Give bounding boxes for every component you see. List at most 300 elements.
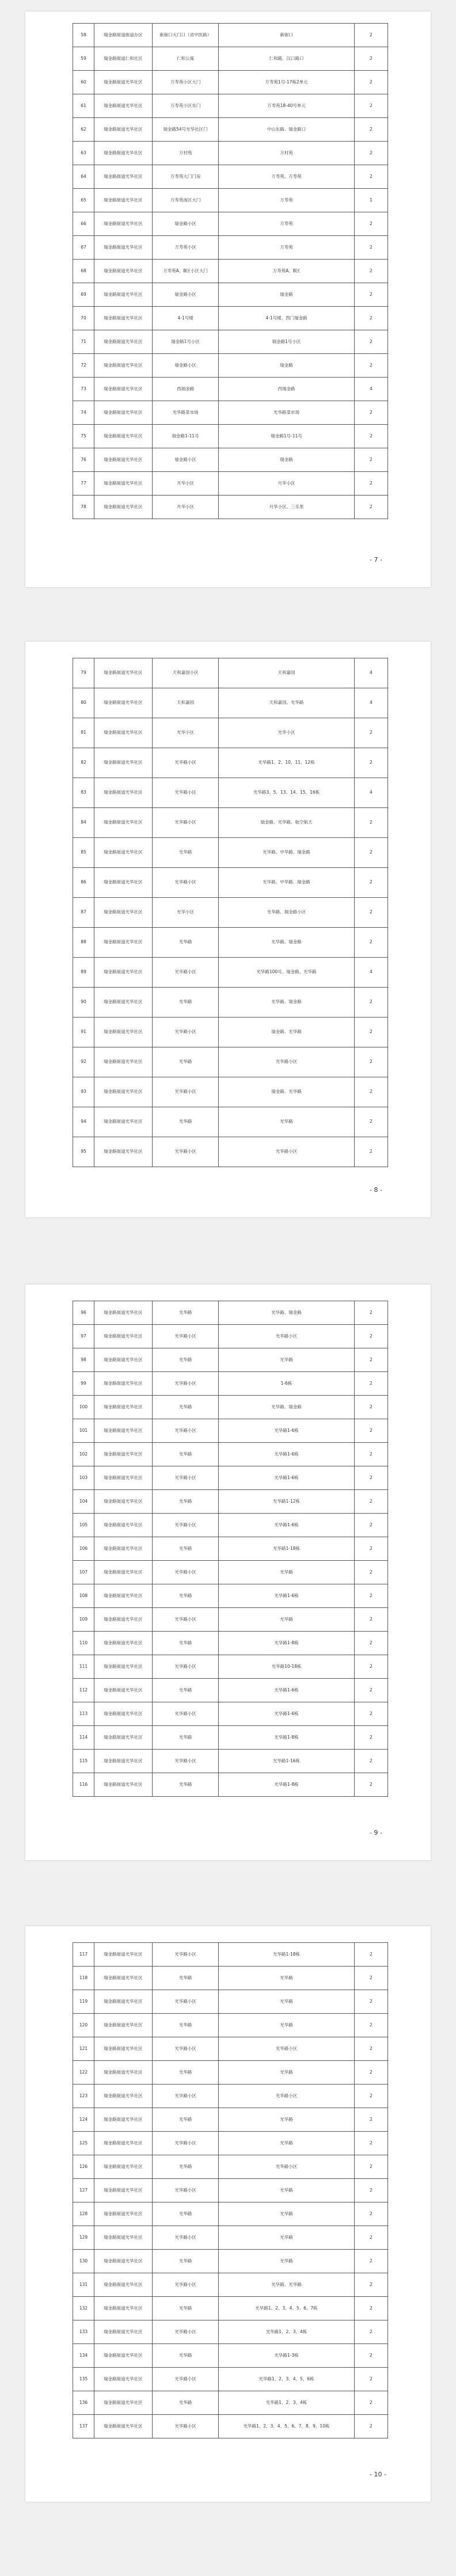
row-number-cell: 107 [73, 1561, 94, 1584]
table-row [73, 718, 388, 748]
row-number-cell: 87 [73, 898, 94, 928]
table-row [73, 425, 388, 448]
count-cell: 2 [354, 165, 387, 189]
table-row [73, 1773, 388, 1797]
table-row [73, 1702, 388, 1726]
location-cell: 瑞金路小区 [152, 283, 218, 307]
row-number-cell: 71 [73, 330, 94, 354]
location-cell: 光华路小区 [152, 1561, 218, 1584]
location-cell: 光华路 [152, 2061, 218, 2085]
coverage-cell: 光华路 [219, 2061, 354, 2085]
coverage-cell: 光华路1、2、3、4、5、6栋 [219, 2368, 354, 2391]
count-cell: 2 [354, 448, 387, 472]
coverage-cell: 光华路1-6栋 [219, 1466, 354, 1490]
count-cell: 2 [354, 1301, 387, 1325]
location-cell: 月华小区 [152, 472, 218, 496]
coverage-cell: 光华路1-18栋 [219, 1943, 354, 1967]
table-row [73, 1584, 388, 1608]
district-cell: 瑞金路街道光华社区 [94, 354, 152, 378]
data-table [73, 23, 388, 519]
count-cell: 2 [354, 307, 387, 330]
table-row [73, 2226, 388, 2250]
count-cell: 2 [354, 2061, 387, 2085]
coverage-cell: 光华路1-6栋 [219, 1419, 354, 1443]
district-cell: 瑞金路街道仁和社区 [94, 47, 152, 71]
coverage-cell: 瑞金路、光华路、航空航天 [219, 808, 354, 838]
table-row [73, 2085, 388, 2108]
document-page [25, 642, 431, 1217]
table-row [73, 1943, 388, 1967]
row-number-cell: 124 [73, 2108, 94, 2132]
count-cell: 2 [354, 401, 387, 425]
district-cell: 瑞金路街道光华社区 [94, 1990, 152, 2014]
coverage-cell: 光华路1-6栋 [219, 1443, 354, 1466]
location-cell: 光华路菜市场 [152, 401, 218, 425]
row-number-cell: 118 [73, 1967, 94, 1990]
table-row [73, 2391, 388, 2415]
table-row [73, 2344, 388, 2368]
district-cell: 瑞金路街道光华社区 [94, 1107, 152, 1137]
location-cell: 光华路小区 [152, 1608, 218, 1632]
count-cell: 2 [354, 1584, 387, 1608]
location-cell: 光华路 [152, 1632, 218, 1655]
coverage-cell: 光华路菜市场 [219, 401, 354, 425]
row-number-cell: 117 [73, 1943, 94, 1967]
row-number-cell: 74 [73, 401, 94, 425]
district-cell: 瑞金路街道光华社区 [94, 1348, 152, 1372]
district-cell: 瑞金路街道光华社区 [94, 1750, 152, 1773]
table-row [73, 748, 388, 778]
location-cell: 瑞金路小区 [152, 354, 218, 378]
coverage-cell: 万村苑 [219, 142, 354, 165]
count-cell: 4 [354, 778, 387, 808]
count-cell: 2 [354, 2320, 387, 2344]
table-row [73, 1348, 388, 1372]
district-cell: 瑞金路街道光华社区 [94, 236, 152, 260]
row-number-cell: 85 [73, 838, 94, 868]
row-number-cell: 81 [73, 718, 94, 748]
location-cell: 光华路 [152, 1107, 218, 1137]
document-page [25, 1926, 431, 2502]
district-cell: 瑞金路街道光华社区 [94, 1490, 152, 1514]
row-number-cell: 62 [73, 118, 94, 142]
location-cell: 光华路 [152, 928, 218, 958]
row-number-cell: 134 [73, 2344, 94, 2368]
count-cell: 4 [354, 378, 387, 401]
page-number: - 10 - [370, 2471, 386, 2478]
table-row [73, 1655, 388, 1679]
location-cell: 光华路 [152, 2297, 218, 2320]
row-number-cell: 126 [73, 2155, 94, 2179]
row-number-cell: 96 [73, 1301, 94, 1325]
table-row [73, 1137, 388, 1167]
count-cell: 2 [354, 142, 387, 165]
district-cell: 瑞金路街道光华社区 [94, 165, 152, 189]
coverage-cell: 光华路 [219, 2226, 354, 2250]
coverage-cell: 光华路小区 [219, 1325, 354, 1348]
location-cell: 瑞金路小区 [152, 212, 218, 236]
district-cell: 瑞金路街道光华社区 [94, 1537, 152, 1561]
table-row [73, 401, 388, 425]
coverage-cell: 光华路、中华路、瑞金路 [219, 868, 354, 898]
count-cell: 2 [354, 425, 387, 448]
location-cell: 光华路 [152, 1726, 218, 1750]
row-number-cell: 102 [73, 1443, 94, 1466]
row-number-cell: 84 [73, 808, 94, 838]
page-number: - 9 - [370, 1829, 382, 1836]
count-cell: 2 [354, 1967, 387, 1990]
count-cell: 2 [354, 1537, 387, 1561]
district-cell: 瑞金路街道光华社区 [94, 1726, 152, 1750]
location-cell: 光华路 [152, 1679, 218, 1702]
table-row [73, 2297, 388, 2320]
count-cell: 2 [354, 2415, 387, 2438]
count-cell: 2 [354, 1561, 387, 1584]
district-cell: 瑞金路街道光华社区 [94, 283, 152, 307]
count-cell: 2 [354, 1726, 387, 1750]
district-cell: 瑞金路街道光华社区 [94, 2415, 152, 2438]
district-cell: 瑞金路街道光华社区 [94, 2344, 152, 2368]
row-number-cell: 122 [73, 2061, 94, 2085]
count-cell: 2 [354, 1990, 387, 2014]
location-cell: 万寿苑小区东门 [152, 94, 218, 118]
table-row [73, 448, 388, 472]
count-cell: 2 [354, 283, 387, 307]
district-cell: 瑞金路街道光华社区 [94, 1419, 152, 1443]
count-cell: 2 [354, 1490, 387, 1514]
coverage-cell: 瑞金路、光华路 [219, 1077, 354, 1107]
coverage-cell: 光华路1-18栋 [219, 1537, 354, 1561]
district-cell: 瑞金路街道光华社区 [94, 1632, 152, 1655]
location-cell: 光华路 [152, 1773, 218, 1797]
location-cell: 光华路 [152, 1967, 218, 1990]
table-row [73, 1632, 388, 1655]
district-cell: 瑞金路街道光华社区 [94, 2037, 152, 2061]
count-cell: 2 [354, 718, 387, 748]
count-cell: 2 [354, 24, 387, 47]
count-cell: 2 [354, 2179, 387, 2202]
count-cell: 2 [354, 808, 387, 838]
coverage-cell: 光华路1-3栋 [219, 2344, 354, 2368]
coverage-cell: 1-6栋 [219, 1372, 354, 1396]
district-cell: 瑞金路街道光华社区 [94, 307, 152, 330]
count-cell: 2 [354, 1372, 387, 1396]
table-row [73, 2014, 388, 2037]
location-cell: 光华路 [152, 2344, 218, 2368]
row-number-cell: 66 [73, 212, 94, 236]
row-number-cell: 89 [73, 958, 94, 988]
table-row [73, 1608, 388, 1632]
table-row [73, 142, 388, 165]
district-cell: 瑞金路街道光华社区 [94, 260, 152, 283]
row-number-cell: 109 [73, 1608, 94, 1632]
location-cell: 光华路 [152, 2108, 218, 2132]
district-cell: 瑞金路街道光华社区 [94, 2108, 152, 2132]
district-cell: 瑞金路街道光华社区 [94, 2155, 152, 2179]
coverage-cell: 光华路 [219, 1107, 354, 1137]
location-cell: 万寿苑南区大门 [152, 189, 218, 212]
table-row [73, 1490, 388, 1514]
district-cell: 瑞金路街道光华社区 [94, 71, 152, 94]
table-row [73, 1750, 388, 1773]
count-cell: 2 [354, 2297, 387, 2320]
count-cell: 2 [354, 2344, 387, 2368]
count-cell: 2 [354, 1632, 387, 1655]
table-row [73, 1077, 388, 1107]
coverage-cell: 光华路1-8栋 [219, 1632, 354, 1655]
table-row [73, 283, 388, 307]
location-cell: 光华路小区 [152, 1372, 218, 1396]
row-number-cell: 93 [73, 1077, 94, 1107]
row-number-cell: 106 [73, 1537, 94, 1561]
coverage-cell: 新街口 [219, 24, 354, 47]
table-row [73, 928, 388, 958]
row-number-cell: 101 [73, 1419, 94, 1443]
district-cell: 瑞金路街道光华社区 [94, 2250, 152, 2273]
coverage-cell: 光华路 [219, 2132, 354, 2155]
coverage-cell: 光华路、中华路、瑞金路 [219, 838, 354, 868]
location-cell: 光华路小区 [152, 1655, 218, 1679]
table-row [73, 838, 388, 868]
coverage-cell: 万寿苑A、B区 [219, 260, 354, 283]
row-number-cell: 69 [73, 283, 94, 307]
row-number-cell: 111 [73, 1655, 94, 1679]
location-cell: 天和嘉园小区 [152, 658, 218, 688]
table-row [73, 2132, 388, 2155]
count-cell: 2 [354, 1419, 387, 1443]
district-cell: 瑞金路街道光华社区 [94, 958, 152, 988]
coverage-cell: 光华路1-6栋 [219, 1514, 354, 1537]
district-cell: 瑞金路街道光华社区 [94, 2179, 152, 2202]
district-cell: 瑞金路街道光华社区 [94, 658, 152, 688]
row-number-cell: 67 [73, 236, 94, 260]
location-cell: 光华路小区 [152, 2320, 218, 2344]
count-cell: 2 [354, 260, 387, 283]
location-cell: 万寿苑大门门房 [152, 165, 218, 189]
location-cell: 瑞金路54号光华社区门 [152, 118, 218, 142]
coverage-cell: 光华路1-6栋 [219, 1679, 354, 1702]
row-number-cell: 76 [73, 448, 94, 472]
district-cell: 瑞金路街道光华社区 [94, 1443, 152, 1466]
count-cell: 2 [354, 47, 387, 71]
count-cell: 2 [354, 868, 387, 898]
district-cell: 瑞金路街道光华社区 [94, 1655, 152, 1679]
row-number-cell: 94 [73, 1107, 94, 1137]
location-cell: 光华路 [152, 1537, 218, 1561]
row-number-cell: 104 [73, 1490, 94, 1514]
coverage-cell: 万寿苑1号-17栋2单元 [219, 71, 354, 94]
district-cell: 瑞金路街道光华社区 [94, 718, 152, 748]
row-number-cell: 97 [73, 1325, 94, 1348]
count-cell: 2 [354, 2226, 387, 2250]
count-cell: 2 [354, 1750, 387, 1773]
coverage-cell: 光华路 [219, 1990, 354, 2014]
district-cell: 瑞金路街道光华社区 [94, 1137, 152, 1167]
coverage-cell: 光华路1-6栋 [219, 1584, 354, 1608]
count-cell: 2 [354, 1325, 387, 1348]
count-cell: 2 [354, 2132, 387, 2155]
coverage-cell: 光华路 [219, 1348, 354, 1372]
district-cell: 瑞金路街道光华社区 [94, 142, 152, 165]
row-number-cell: 70 [73, 307, 94, 330]
location-cell: 光华路小区 [152, 2226, 218, 2250]
location-cell: 光华路 [152, 1348, 218, 1372]
district-cell: 瑞金路街道光华社区 [94, 838, 152, 868]
count-cell: 2 [354, 1443, 387, 1466]
table-row [73, 958, 388, 988]
district-cell: 瑞金路街道光华社区 [94, 2368, 152, 2391]
coverage-cell: 光华路、瑞金路 [219, 988, 354, 1018]
coverage-cell: 光华路1、2、3、4栋 [219, 2391, 354, 2415]
district-cell: 瑞金路街道光华社区 [94, 212, 152, 236]
location-cell: 光华路小区 [152, 778, 218, 808]
location-cell: 光华路小区 [152, 2368, 218, 2391]
coverage-cell: 光华路1-8栋 [219, 1773, 354, 1797]
location-cell: 光华路 [152, 2202, 218, 2226]
count-cell: 2 [354, 1702, 387, 1726]
coverage-cell: 瑞金路、光华路 [219, 1018, 354, 1047]
coverage-cell: 万寿苑 [219, 189, 354, 212]
district-cell: 瑞金路街道光华社区 [94, 472, 152, 496]
location-cell: 光华路 [152, 1047, 218, 1077]
district-cell: 瑞金路街道光华社区 [94, 401, 152, 425]
coverage-cell: 光华路 [219, 2179, 354, 2202]
row-number-cell: 110 [73, 1632, 94, 1655]
table-row [73, 2320, 388, 2344]
count-cell: 2 [354, 1514, 387, 1537]
table-row [73, 778, 388, 808]
row-number-cell: 77 [73, 472, 94, 496]
row-number-cell: 132 [73, 2297, 94, 2320]
table-row [73, 472, 388, 496]
count-cell: 2 [354, 1047, 387, 1077]
location-cell: 光华路小区 [152, 1077, 218, 1107]
count-cell: 2 [354, 94, 387, 118]
document-page [25, 12, 431, 587]
coverage-cell: 瑞金路1号-11号 [219, 425, 354, 448]
location-cell: 万寿苑小区 [152, 236, 218, 260]
row-number-cell: 105 [73, 1514, 94, 1537]
row-number-cell: 90 [73, 988, 94, 1018]
count-cell: 2 [354, 2368, 387, 2391]
district-cell: 瑞金路街道光华社区 [94, 2202, 152, 2226]
coverage-cell: 光华路 [219, 2250, 354, 2273]
district-cell: 瑞金路街道光华社区 [94, 988, 152, 1018]
location-cell: 光华路 [152, 1584, 218, 1608]
count-cell: 2 [354, 2273, 387, 2297]
location-cell: 光华路小区 [152, 868, 218, 898]
table-row [73, 212, 388, 236]
table-row [73, 1419, 388, 1443]
district-cell: 瑞金路街道光华社区 [94, 1561, 152, 1584]
count-cell: 2 [354, 1137, 387, 1167]
count-cell: 2 [354, 838, 387, 868]
district-cell: 瑞金路街道光华社区 [94, 2014, 152, 2037]
location-cell: 瑞金路1-11号 [152, 425, 218, 448]
location-cell: 光华路小区 [152, 1750, 218, 1773]
district-cell: 瑞金路街道光华社区 [94, 868, 152, 898]
row-number-cell: 114 [73, 1726, 94, 1750]
coverage-cell: 光华路小区 [219, 1047, 354, 1077]
district-cell: 瑞金路街道光华社区 [94, 1702, 152, 1726]
count-cell: 2 [354, 2108, 387, 2132]
coverage-cell: 瑞金路 [219, 354, 354, 378]
coverage-cell: 光华路、瑞金路小区 [219, 898, 354, 928]
location-cell: 光华路小区 [152, 1943, 218, 1967]
table-row [73, 1967, 388, 1990]
row-number-cell: 123 [73, 2085, 94, 2108]
row-number-cell: 121 [73, 2037, 94, 2061]
table-row [73, 2202, 388, 2226]
table-row [73, 24, 388, 47]
table-row [73, 330, 388, 354]
district-cell: 瑞金路街道光华社区 [94, 1967, 152, 1990]
row-number-cell: 73 [73, 378, 94, 401]
count-cell: 2 [354, 1608, 387, 1632]
coverage-cell: 万寿苑 [219, 212, 354, 236]
location-cell: 光华路小区 [152, 1702, 218, 1726]
location-cell: 万寿苑A、B区小区大门 [152, 260, 218, 283]
district-cell: 瑞金路街道光华社区 [94, 448, 152, 472]
row-number-cell: 61 [73, 94, 94, 118]
table-row [73, 1372, 388, 1396]
count-cell: 2 [354, 2037, 387, 2061]
coverage-cell: 光华路1、2、3、4、5、6、7栋 [219, 2297, 354, 2320]
table-row [73, 236, 388, 260]
district-cell: 瑞金路街道光华社区 [94, 2085, 152, 2108]
location-cell: 光华路小区 [152, 808, 218, 838]
coverage-cell: 仁和路、汉口路口 [219, 47, 354, 71]
coverage-cell: 光华路1、2、3、4、5、6、7、8、9、10栋 [219, 2415, 354, 2438]
location-cell: 光华小区 [152, 898, 218, 928]
location-cell: 光华路小区 [152, 2415, 218, 2438]
location-cell: 光华路 [152, 988, 218, 1018]
location-cell: 光华路 [152, 2155, 218, 2179]
coverage-cell: 光华路 [219, 2202, 354, 2226]
table-row [73, 1537, 388, 1561]
district-cell: 瑞金路街道光华社区 [94, 688, 152, 718]
count-cell: 4 [354, 688, 387, 718]
location-cell: 瑞金路小区 [152, 448, 218, 472]
row-number-cell: 78 [73, 496, 94, 519]
district-cell: 瑞金路街道光华社区 [94, 1372, 152, 1396]
row-number-cell: 63 [73, 142, 94, 165]
row-number-cell: 128 [73, 2202, 94, 2226]
district-cell: 瑞金路街道光华社区 [94, 189, 152, 212]
district-cell: 瑞金路街道光华社区 [94, 496, 152, 519]
row-number-cell: 68 [73, 260, 94, 283]
row-number-cell: 72 [73, 354, 94, 378]
row-number-cell: 99 [73, 1372, 94, 1396]
coverage-cell: 瑞金路1号小区 [219, 330, 354, 354]
district-cell: 瑞金路街道光华社区 [94, 1047, 152, 1077]
location-cell: 瑞金路1号小区 [152, 330, 218, 354]
row-number-cell: 95 [73, 1137, 94, 1167]
coverage-cell: 瑞金路 [219, 448, 354, 472]
table-row [73, 71, 388, 94]
coverage-cell: 光华路、瑞金路 [219, 1396, 354, 1419]
table-row [73, 1325, 388, 1348]
table-row [73, 2250, 388, 2273]
row-number-cell: 86 [73, 868, 94, 898]
row-number-cell: 129 [73, 2226, 94, 2250]
district-cell: 瑞金路街道光华社区 [94, 1466, 152, 1490]
table-row [73, 2061, 388, 2085]
row-number-cell: 83 [73, 778, 94, 808]
count-cell: 2 [354, 354, 387, 378]
table-row [73, 94, 388, 118]
data-table [73, 1301, 388, 1797]
